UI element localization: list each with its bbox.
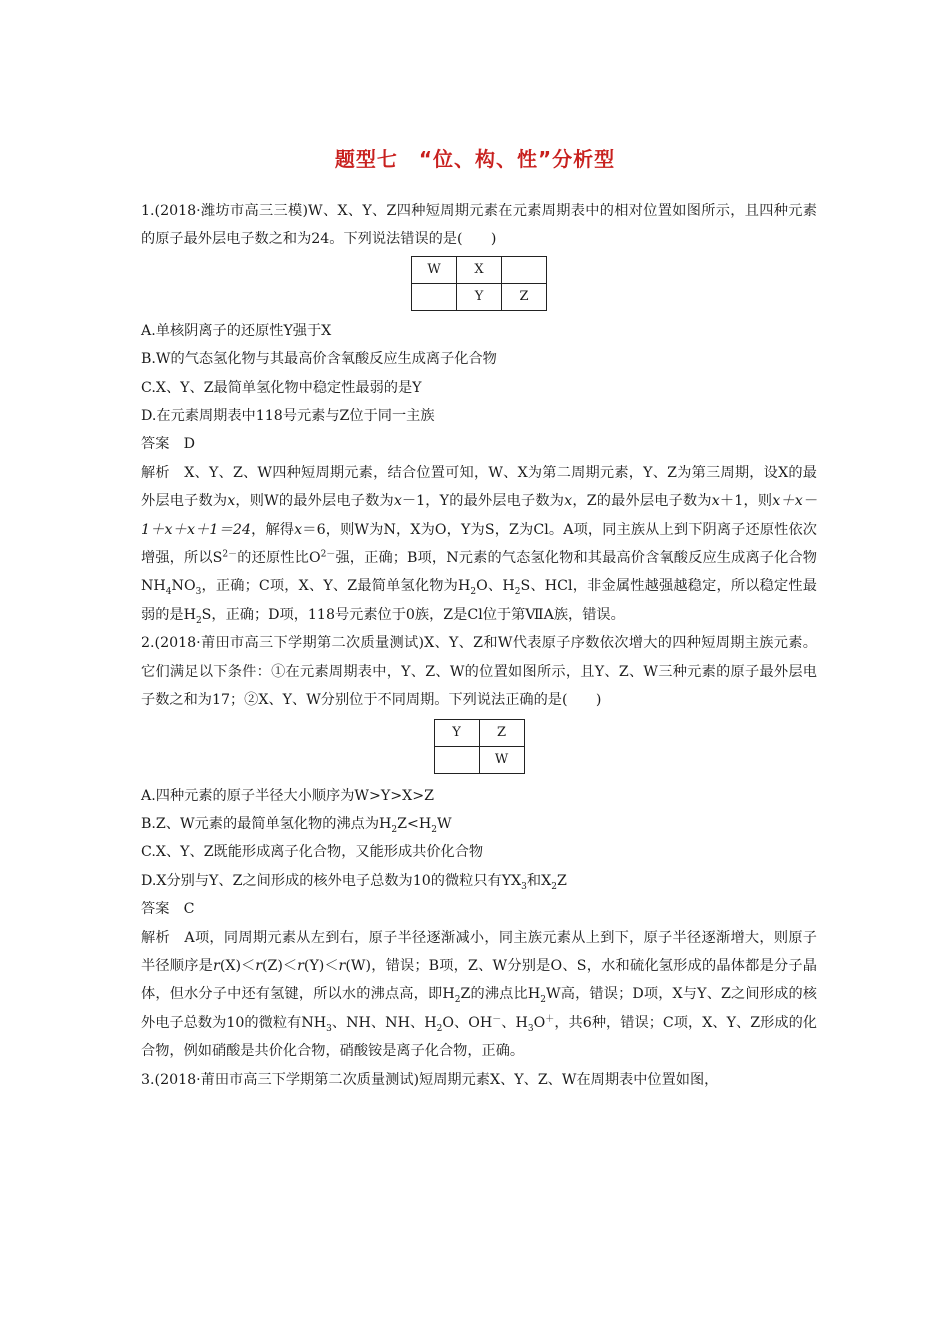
question-2-option-d: D.X分别与Y、Z之间形成的核外电子总数为10的微粒只有$YX_3$和$X_2Z$	[141, 872, 567, 892]
table-cell: W	[412, 256, 457, 283]
table-row	[434, 719, 524, 746]
table-row	[412, 256, 547, 283]
table-cell	[434, 746, 479, 773]
page-title: 题型七 “位、构、性”分析型	[334, 147, 616, 171]
question-1-option-a: A.单核阴离子的还原性Y强于X	[141, 322, 332, 339]
table-cell: Y	[457, 283, 502, 310]
question-3-stem: 3.(2018·莆田市高三下学期第二次质量测试)短周期元素X、Y、Z、W在周期表中位置如图，	[141, 1071, 719, 1088]
question-1-stem: 1.(2018·潍坊市高三三模)W、X、Y、Z四种短周期元素在元素周期表中的相对位置如图所示，且四种元素的原子最外层电子数之和为24。下列说法错误的是( )	[141, 203, 817, 248]
table-cell	[502, 256, 547, 283]
question-2-option-c: C.X、Y、Z既能形成离子化合物，又能形成共价化合物	[141, 844, 484, 861]
question-1-analysis: 解析 X、Y、Z、W四种短周期元素，结合位置可知，W、X为第二周期元素，Y、Z为第三周期，设X的最外层电子数为x，则W的最外层电子数为x－1，Y的最外层电子数为x，Z的最外层电子数为x＋1，则x＋x－1＋x＋x＋1＝24，解得x＝6，则W为N，X为O，Y为S，Z为Cl。A项，同主族从上到下阴离子还原性依次增强，所以$S^{2-}$的还原性比$O^{2-}$强，正确；B项，N元素的气态氢化物和其最高价含氧酸反应生成离子化合物$NH_4NO_3$，正确；C项，X、Y、Z最简单氢化物为$H_2O$、$H_2S$、HCl，非金属性越强越稳定，所以稳定性最弱的是$H_2S$，正确；D项，118号元素位于0族，Z是Cl位于第ⅦA族，错误。	[141, 464, 817, 626]
question-1-option-d: D.在元素周期表中118号元素与Z位于同一主族	[141, 408, 435, 425]
question-2-option-b: B.Z、W元素的最简单氢化物的沸点为$H_2Z<H_2W$	[141, 815, 452, 835]
question-2-stem: 2.(2018·莆田市高三下学期第二次质量测试)X、Y、Z和W代表原子序数依次增大的四种短周期主族元素。它们满足以下条件：①在元素周期表中，Y、Z、W的位置如图所示，且Y、Z、W三种元素的原子最外层电子数之和为17；②X、Y、W分别位于不同周期。下列说法正确的是( )	[141, 635, 817, 709]
question-1-answer: 答案 D	[141, 436, 195, 453]
table-row	[434, 746, 524, 773]
table-cell	[412, 283, 457, 310]
table-cell: Z	[502, 283, 547, 310]
question-1-option-c: C.X、Y、Z最简单氢化物中稳定性最弱的是Y	[141, 379, 422, 396]
question-2-periodic-table	[434, 719, 525, 774]
question-2-analysis: 解析 A项，同周期元素从左到右，原子半径逐渐减小，同主族元素从上到下，原子半径逐渐增大，则原子半径顺序是r(X)＜r(Z)＜r(Y)＜r(W)，错误；B项，Z、W分别是O、S，水和硫化氢形成的晶体都是分子晶体，但水分子中还有氢键，所以水的沸点高，即$H_2Z$的沸点比$H_2W$高，错误；D项，X与Y、Z之间形成的核外电子总数为10的微粒有$NH_3$、NH、NH、$H_2O$、OH－、$H_3O^+$，共6种，错误；C项，X、Y、Z形成的化合物，例如硝酸是共价化合物，硝酸铵是离子化合物，正确。	[141, 929, 817, 1060]
question-1-periodic-table	[411, 256, 547, 311]
question-2-answer: 答案 C	[141, 901, 195, 918]
table-cell: Y	[434, 719, 479, 746]
table-row	[412, 283, 547, 310]
content-body	[141, 197, 817, 1094]
question-1-option-b: B.W的气态氢化物与其最高价含氧酸反应生成离子化合物	[141, 351, 497, 368]
table-cell: W	[479, 746, 524, 773]
question-2-option-a: A.四种元素的原子半径大小顺序为W>Y>X>Z	[141, 787, 434, 804]
table-cell: X	[457, 256, 502, 283]
table-cell: Z	[479, 719, 524, 746]
